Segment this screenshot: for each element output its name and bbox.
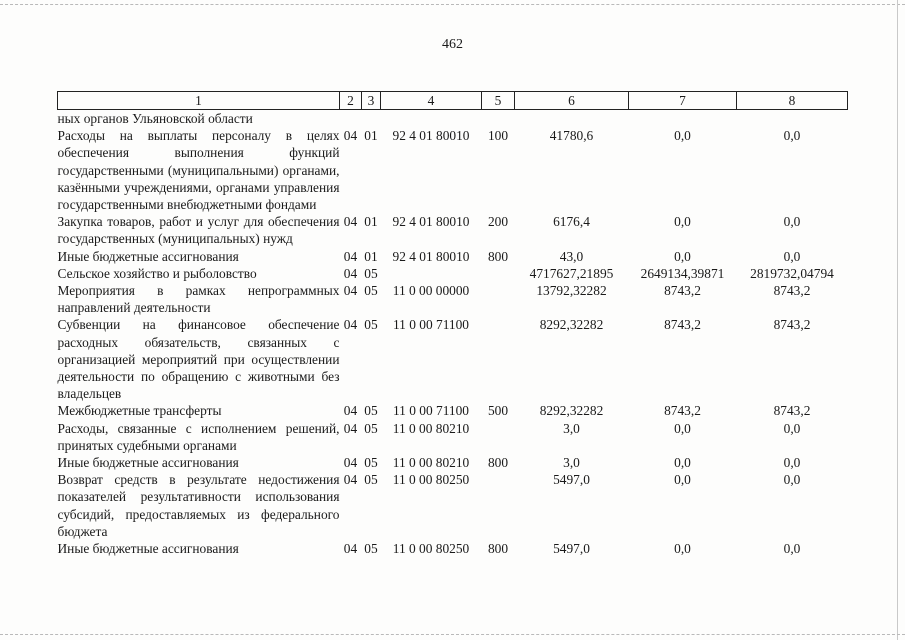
row-amount-col6: 3,0	[563, 455, 580, 471]
row-subsection-code: 05	[364, 283, 378, 299]
row-target-article: 92 4 01 80010	[392, 128, 470, 144]
row-target-article	[381, 110, 482, 128]
column-header: 1	[58, 92, 340, 110]
row-section-code	[340, 110, 362, 128]
row-amount-col6: 6176,4	[553, 214, 590, 230]
row-amount-col6: 43,0	[559, 248, 584, 264]
row-amount-col7: 8743,2	[664, 283, 701, 299]
row-amount-col6: 4717627,21895	[529, 265, 614, 281]
row-amount-col8: 0,0	[783, 128, 801, 144]
row-target-article: 92 4 01 80010	[392, 248, 470, 264]
table-row	[58, 213, 848, 247]
row-expense-type: 500	[487, 403, 509, 419]
column-header: 6	[515, 92, 629, 110]
row-target-article: 11 0 00 71100	[392, 317, 469, 333]
row-amount-col8: 8743,2	[773, 403, 811, 419]
row-amount-col7: 8743,2	[664, 403, 701, 419]
budget-table	[57, 91, 848, 557]
row-name: Субвенции на финансовое обеспечение расходных обязательств, связанных с организацией мероприятий при осуществлении деятельности по обращению с животными без владельцев	[57, 317, 340, 402]
row-amount-col7: 8743,2	[664, 317, 701, 333]
row-subsection-code	[362, 110, 381, 128]
row-section-code: 04	[343, 128, 358, 144]
column-header: 5	[482, 92, 515, 110]
row-amount-col7: 0,0	[674, 128, 691, 144]
table-row	[58, 127, 848, 213]
row-amount-col8: 0,0	[783, 248, 801, 264]
row-section-code: 04	[343, 317, 358, 333]
row-subsection-code: 01	[364, 128, 378, 144]
row-name: Расходы на выплаты персоналу в целях обеспечения выполнения функций государственными (муниципальными) органами, казёнными учреждениями, органами управления государственными внебюджетными фондами	[57, 128, 340, 213]
row-subsection-code: 05	[364, 472, 378, 488]
row-amount-col6: 8292,32282	[539, 317, 604, 333]
row-target-article: 92 4 01 80010	[392, 214, 470, 230]
row-expense-type	[482, 420, 515, 454]
row-amount-col6	[515, 110, 629, 128]
row-expense-type: 800	[487, 541, 509, 557]
row-target-article: 11 0 00 80210	[392, 455, 470, 471]
row-amount-col7: 0,0	[674, 472, 691, 488]
row-amount-col8: 0,0	[783, 455, 801, 471]
row-target-article: 11 0 00 80210	[392, 420, 470, 436]
row-section-code: 04	[343, 541, 358, 557]
row-expense-type	[482, 110, 515, 128]
row-target-article: 11 0 00 80250	[392, 541, 470, 557]
row-subsection-code: 05	[364, 265, 378, 281]
row-expense-type: 800	[487, 455, 509, 471]
row-expense-type	[482, 282, 515, 316]
row-subsection-code: 05	[364, 455, 378, 471]
row-target-article: 11 0 00 00000	[392, 283, 470, 299]
row-amount-col8: 0,0	[783, 472, 801, 488]
row-amount-col8: 2819732,04794	[750, 265, 834, 281]
table-body	[58, 110, 848, 558]
row-amount-col7: 0,0	[674, 248, 691, 264]
row-amount-col6: 8292,32282	[539, 403, 604, 419]
row-amount-col7	[629, 110, 737, 128]
row-subsection-code: 01	[364, 214, 378, 230]
row-name: Закупка товаров, работ и услуг для обеспечения государственных (муниципальных) нужд	[57, 214, 340, 247]
row-subsection-code: 01	[364, 248, 378, 264]
row-name: Возврат средств в результате недостижения показателей результативности использования субсидий, предоставляемых из федерального бюджета	[57, 472, 340, 539]
row-section-code: 04	[343, 420, 358, 436]
row-amount-col7: 0,0	[674, 214, 691, 230]
table-row	[58, 471, 848, 540]
row-name: ных органов Ульяновской области	[57, 111, 253, 126]
row-amount-col7: 0,0	[674, 420, 691, 436]
row-amount-col6: 41780,6	[549, 128, 594, 144]
page-number: 462	[442, 37, 463, 52]
row-target-article: 11 0 00 71100	[392, 403, 469, 419]
row-amount-col8: 0,0	[783, 420, 801, 436]
row-amount-col8: 8743,2	[773, 283, 811, 299]
row-subsection-code: 05	[364, 420, 378, 436]
table-row	[58, 248, 848, 265]
row-section-code: 04	[343, 265, 358, 281]
table-row	[58, 402, 848, 419]
column-header: 2	[340, 92, 362, 110]
table-header-row	[58, 92, 848, 110]
row-amount-col6: 13792,32282	[536, 283, 607, 299]
row-expense-type: 100	[487, 128, 509, 144]
row-section-code: 04	[343, 455, 358, 471]
column-header: 4	[381, 92, 482, 110]
row-section-code: 04	[343, 283, 358, 299]
table-row	[58, 540, 848, 557]
scan-top-edge	[0, 4, 905, 6]
scan-bottom-edge	[0, 634, 905, 636]
row-section-code: 04	[343, 214, 358, 230]
row-amount-col7: 2649134,39871	[640, 265, 725, 281]
row-subsection-code: 05	[364, 541, 378, 557]
row-amount-col6: 5497,0	[553, 541, 590, 557]
row-section-code: 04	[343, 248, 358, 264]
row-amount-col6: 3,0	[563, 420, 580, 436]
row-name: Мероприятия в рамках непрограммных направлений деятельности	[57, 283, 340, 316]
row-target-article	[381, 265, 482, 282]
row-amount-col7: 0,0	[674, 455, 691, 471]
row-section-code: 04	[343, 403, 358, 419]
row-subsection-code: 05	[364, 403, 378, 419]
column-header: 3	[362, 92, 381, 110]
table-row	[58, 265, 848, 282]
row-name: Расходы, связанные с исполнением решений, принятых судебными органами	[57, 420, 340, 453]
column-header: 8	[737, 92, 848, 110]
row-amount-col8: 0,0	[783, 541, 801, 557]
table-row	[58, 316, 848, 402]
scan-right-edge	[897, 0, 899, 640]
row-name: Сельское хозяйство и рыболовство	[57, 265, 257, 281]
column-header: 7	[629, 92, 737, 110]
row-name: Иные бюджетные ассигнования	[57, 248, 239, 264]
row-name: Межбюджетные трансферты	[57, 403, 222, 419]
row-amount-col8: 8743,2	[773, 317, 811, 333]
row-name: Иные бюджетные ассигнования	[57, 455, 239, 471]
row-expense-type	[482, 316, 515, 402]
row-amount-col7: 0,0	[674, 541, 691, 557]
row-subsection-code: 05	[364, 317, 378, 333]
row-target-article: 11 0 00 80250	[392, 472, 470, 488]
table-row	[58, 420, 848, 454]
row-amount-col6: 5497,0	[553, 472, 590, 488]
table-row	[58, 282, 848, 316]
row-expense-type	[482, 265, 515, 282]
row-name: Иные бюджетные ассигнования	[57, 541, 239, 557]
row-expense-type: 800	[487, 248, 509, 264]
row-amount-col8: 0,0	[783, 214, 801, 230]
row-expense-type	[482, 471, 515, 540]
row-expense-type: 200	[487, 214, 509, 230]
table-row	[58, 110, 848, 128]
row-amount-col8	[737, 110, 848, 128]
row-section-code: 04	[343, 472, 358, 488]
table-row	[58, 454, 848, 471]
